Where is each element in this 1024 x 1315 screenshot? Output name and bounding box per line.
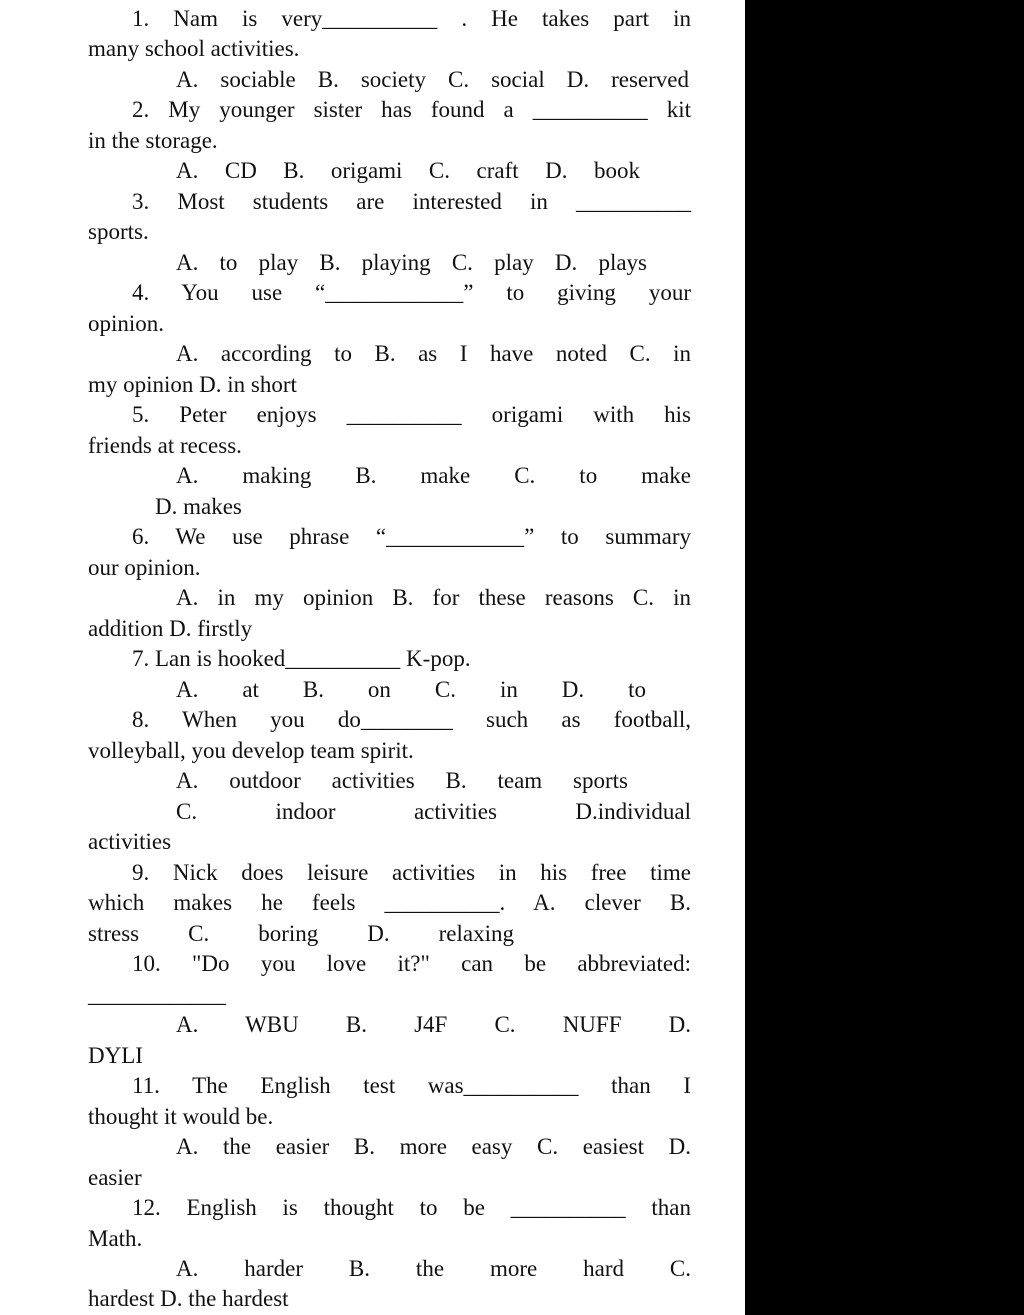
q5-stem-cont: friends at recess.: [88, 433, 242, 458]
q4-stem: 4. You use “____________” to giving your: [132, 280, 691, 305]
q11-options-cont: easier: [88, 1165, 142, 1190]
q1-stem: 1. Nam is very__________ . He takes part in: [132, 6, 691, 31]
q1-stem-cont: many school activities.: [88, 36, 300, 61]
q9-options: stress C. boring D. relaxing: [88, 921, 514, 946]
q10-stem: 10. "Do you love it?" can be abbreviated:: [132, 951, 691, 976]
q10-options: A. WBU B. J4F C. NUFF D.: [176, 1012, 691, 1037]
q9-stem-cont: which makes he feels __________. A. clever B.: [88, 890, 691, 915]
q5-options: A. making B. make C. to make: [176, 463, 691, 488]
q6-stem-cont: our opinion.: [88, 555, 201, 580]
q7-stem: 7. Lan is hooked__________ K-pop.: [132, 646, 471, 671]
q5-stem: 5. Peter enjoys __________ origami with his: [132, 402, 691, 427]
q12-options-cont: hardest D. the hardest: [88, 1286, 289, 1311]
q7-options: A. at B. on C. in D. to: [176, 677, 646, 702]
q4-options: A. according to B. as I have noted C. in: [176, 341, 691, 366]
q12-options: A. harder B. the more hard C.: [176, 1256, 691, 1281]
q9-stem: 9. Nick does leisure activities in his free time: [132, 860, 691, 885]
q11-stem: 11. The English test was__________ than I: [132, 1073, 691, 1098]
q2-options: A. CD B. origami C. craft D. book: [176, 158, 640, 183]
q3-stem-cont: sports.: [88, 219, 149, 244]
q3-options: A. to play B. playing C. play D. plays: [176, 250, 647, 275]
q10-blank: ____________: [88, 982, 226, 1007]
black-margin: [745, 0, 1024, 1315]
q6-options: A. in my opinion B. for these reasons C. in: [176, 585, 691, 610]
q11-options: A. the easier B. more easy C. easiest D.: [176, 1134, 691, 1159]
q8-stem: 8. When you do________ such as football,: [132, 707, 691, 732]
q11-stem-cont: thought it would be.: [88, 1104, 274, 1129]
q3-stem: 3. Most students are interested in __________: [132, 189, 691, 214]
q12-stem-cont: Math.: [88, 1226, 143, 1251]
q2-stem-cont: in the storage.: [88, 128, 218, 153]
q4-options-cont: my opinion D. in short: [88, 372, 297, 397]
q6-options-cont: addition D. firstly: [88, 616, 253, 641]
q5-options-cont: D. makes: [155, 494, 242, 519]
q2-stem: 2. My younger sister has found a __________ kit: [132, 97, 691, 122]
q6-stem: 6. We use phrase “____________” to summary: [132, 524, 691, 549]
q8-stem-cont: volleyball, you develop team spirit.: [88, 738, 414, 763]
q8-options-ab: A. outdoor activities B. team sports: [176, 768, 628, 793]
q10-options-cont: DYLI: [88, 1043, 143, 1068]
q4-stem-cont: opinion.: [88, 311, 165, 336]
q8-options-cd: C. indoor activities D.individual: [176, 799, 691, 824]
q1-options: A. sociable B. society C. social D. reserved: [176, 67, 689, 92]
q12-stem: 12. English is thought to be __________ than: [132, 1195, 691, 1220]
q8-options-cont: activities: [88, 829, 172, 854]
